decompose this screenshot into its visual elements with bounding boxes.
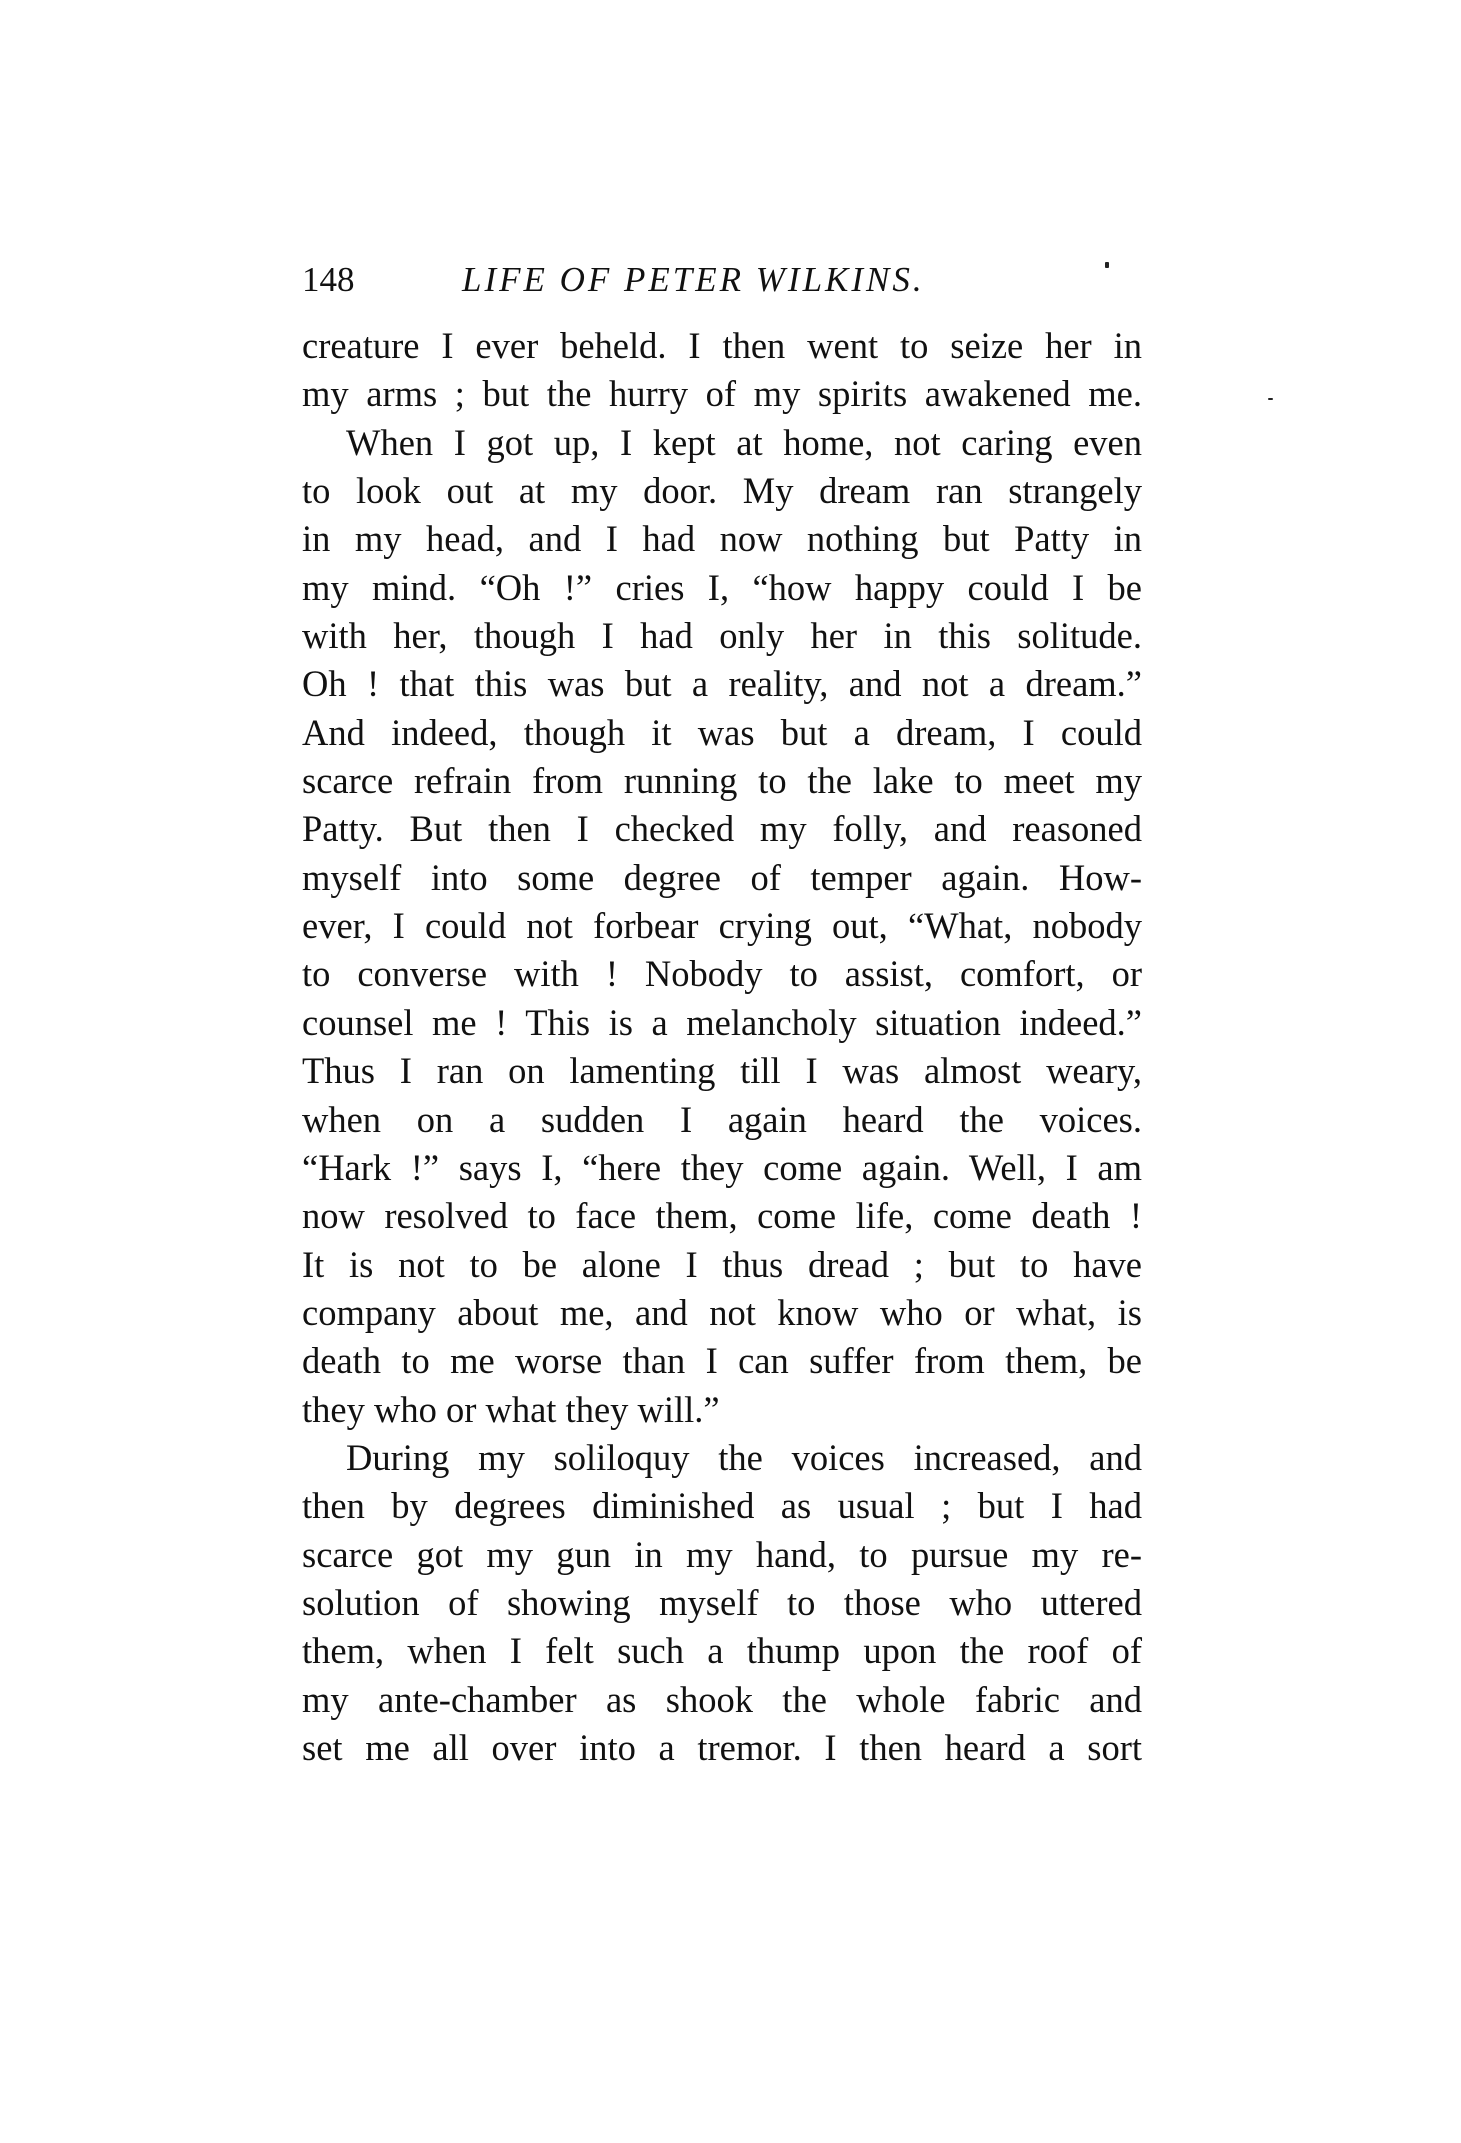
text-line: to look out at my door. My dream ran strangely [302,470,1142,512]
text-line: then by degrees diminished as usual ; but I had [302,1485,1142,1527]
text-line: my arms ; but the hurry of my spirits awakened me. [302,373,1142,415]
text-line: with her, though I had only her in this solitude. [302,615,1142,657]
text-line: myself into some degree of temper again. How- [302,856,1142,898]
text-line: in my head, and I had now nothing but Patty in [302,518,1142,560]
body-text [302,322,1142,1772]
text-line: counsel me ! This is a melancholy situation indeed.” [302,1001,1142,1043]
running-head [302,255,1142,305]
text-line: my mind. “Oh !” cries I, “how happy could I be [302,566,1142,608]
text-line: And indeed, though it was but a dream, I could [302,711,1142,753]
page-number: 148 [302,260,355,299]
text-line: When I got up, I kept at home, not caring even [346,421,1142,463]
text-line: creature I ever beheld. I then went to seize her in [302,325,1142,366]
text-line: now resolved to face them, come life, come death ! [302,1195,1142,1237]
print-speck [1268,398,1273,400]
text-line: scarce got my gun in my hand, to pursue my re- [302,1533,1142,1575]
text-line: when on a sudden I again heard the voices. [302,1098,1142,1140]
text-line: to converse with ! Nobody to assist, comfort, or [302,953,1142,995]
print-speck [1105,262,1109,268]
text-line: death to me worse than I can suffer from them, be [302,1340,1142,1382]
text-line: Thus I ran on lamenting till I was almost weary, [302,1050,1142,1092]
text-line: It is not to be alone I thus dread ; but to have [302,1243,1142,1285]
text-line: solution of showing myself to those who uttered [302,1581,1142,1623]
text-line: Oh ! that this was but a reality, and not a dream.” [302,663,1142,705]
text-line: them, when I felt such a thump upon the roof of [302,1630,1142,1672]
text-line: Patty. But then I checked my folly, and reasoned [302,808,1142,850]
text-line: company about me, and not know who or what, is [302,1291,1142,1333]
text-line: set me all over into a tremor. I then heard a sort [302,1726,1142,1768]
text-line: scarce refrain from running to the lake to meet my [302,760,1142,802]
running-title: LIFE OF PETER WILKINS. [462,260,925,299]
text-line: ever, I could not forbear crying out, “What, nobody [302,905,1142,947]
text-line: my ante-chamber as shook the whole fabric and [302,1678,1142,1720]
text-line: they who or what they will.” [302,1388,720,1430]
text-line: “Hark !” says I, “here they come again. Well, I am [302,1146,1142,1188]
text-line: During my soliloquy the voices increased, and [346,1436,1142,1478]
